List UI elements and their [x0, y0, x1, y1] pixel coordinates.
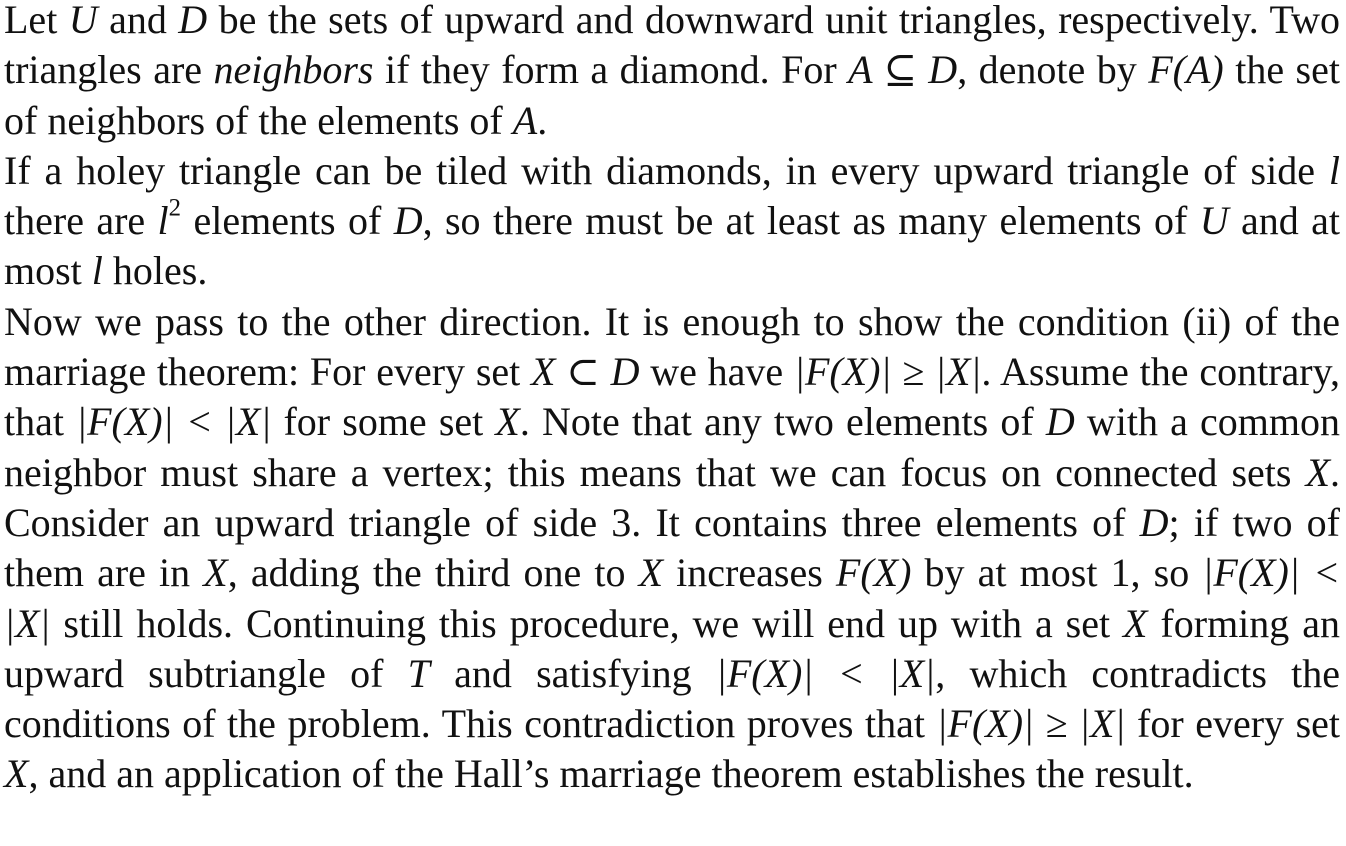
text-run: ; if two of them are in: [4, 499, 1340, 596]
math-expression: D: [1139, 499, 1169, 545]
paragraph: [4, 297, 1340, 800]
text-run: there are: [4, 198, 158, 244]
text-run: , and an application of the Hall’s marriage theorem establishes the result.: [28, 751, 1194, 797]
math-expression: U: [68, 0, 98, 42]
paragraph: [4, 0, 1340, 146]
math-expression: X: [1305, 449, 1330, 495]
text-run: for every set: [1125, 701, 1341, 747]
text-run: Let: [4, 0, 69, 42]
text-run: forming an upward subtriangle of: [4, 600, 1340, 696]
text-run: and at most: [4, 198, 1340, 294]
text-run: with a common neighbor must share a vertex; this means that we can focus on connected sets: [4, 399, 1340, 495]
text-run: If a holey triangle can be tiled with diamonds, in every upward triangle of side: [4, 147, 1329, 193]
text-run: . Consider an upward triangle of side 3. It contains three elements of: [4, 449, 1340, 545]
text-run: and satisfying: [429, 650, 716, 696]
math-expression: D: [1045, 399, 1075, 445]
math-expression: |F(X)| < |X|: [4, 550, 1340, 646]
math-expression: T: [407, 650, 430, 696]
emphasized-term: neighbors: [213, 47, 374, 93]
text-run: , adding the third one to: [227, 550, 639, 596]
text-run: . Assume the contrary, that: [4, 349, 1340, 445]
text-run: elements of: [181, 198, 394, 244]
text-run: increases: [663, 550, 836, 596]
text-run: and: [97, 0, 179, 42]
text-run: by at most 1, so: [911, 550, 1203, 596]
math-expression: |F(X)| < |X|: [715, 650, 936, 696]
text-run: if they form a diamond. For: [373, 47, 849, 93]
math-expression: A: [512, 97, 538, 143]
text-run: we have: [639, 349, 794, 395]
text-run: , which contradicts the conditions of the problem. This contradiction proves that: [4, 650, 1340, 747]
proof-text: [4, 0, 1340, 800]
text-run: Now we pass to the other direction. It is enough to show the condition (ii) of the marriage theorem: For every set: [4, 298, 1340, 395]
paragraph: [4, 146, 1340, 297]
text-run: be the sets of upward and downward unit triangles, respectively. Two triangles are: [4, 0, 1340, 93]
math-expression: l: [1328, 147, 1340, 193]
text-run: , so there must be at least as many elements of: [422, 198, 1200, 244]
math-expression: D: [393, 198, 423, 244]
math-expression: X ⊂ D: [531, 349, 640, 395]
text-run: . Note that any two elements of: [519, 399, 1046, 445]
math-expression: X: [4, 751, 29, 797]
text-run: holes.: [102, 248, 208, 294]
math-expression: X: [203, 550, 228, 596]
math-expression: |F(X)| ≥ |X|: [936, 701, 1126, 747]
math-expression: D: [178, 0, 208, 42]
superscript: 2: [168, 194, 182, 222]
math-expression: l: [91, 248, 103, 294]
math-expression: X: [495, 399, 520, 445]
math-expression: F(X): [835, 550, 912, 596]
text-run: .: [537, 97, 548, 143]
math-expression: U: [1199, 198, 1229, 244]
text-run: still holds. Continuing this procedure, we will end up with a set: [50, 600, 1124, 646]
math-expression: A ⊆ D: [848, 47, 958, 93]
math-expression: F(A): [1148, 47, 1224, 93]
text-run: for some set: [271, 399, 496, 445]
math-expression: |F(X)| < |X|: [76, 399, 272, 445]
math-expression: |F(X)| ≥ |X|: [793, 349, 982, 395]
math-expression: X: [638, 550, 664, 596]
math-expression: X: [1123, 600, 1148, 646]
math-expression: l: [157, 198, 169, 244]
text-run: the set of neighbors of the elements of: [4, 47, 1340, 143]
text-run: , denote by: [957, 47, 1149, 93]
